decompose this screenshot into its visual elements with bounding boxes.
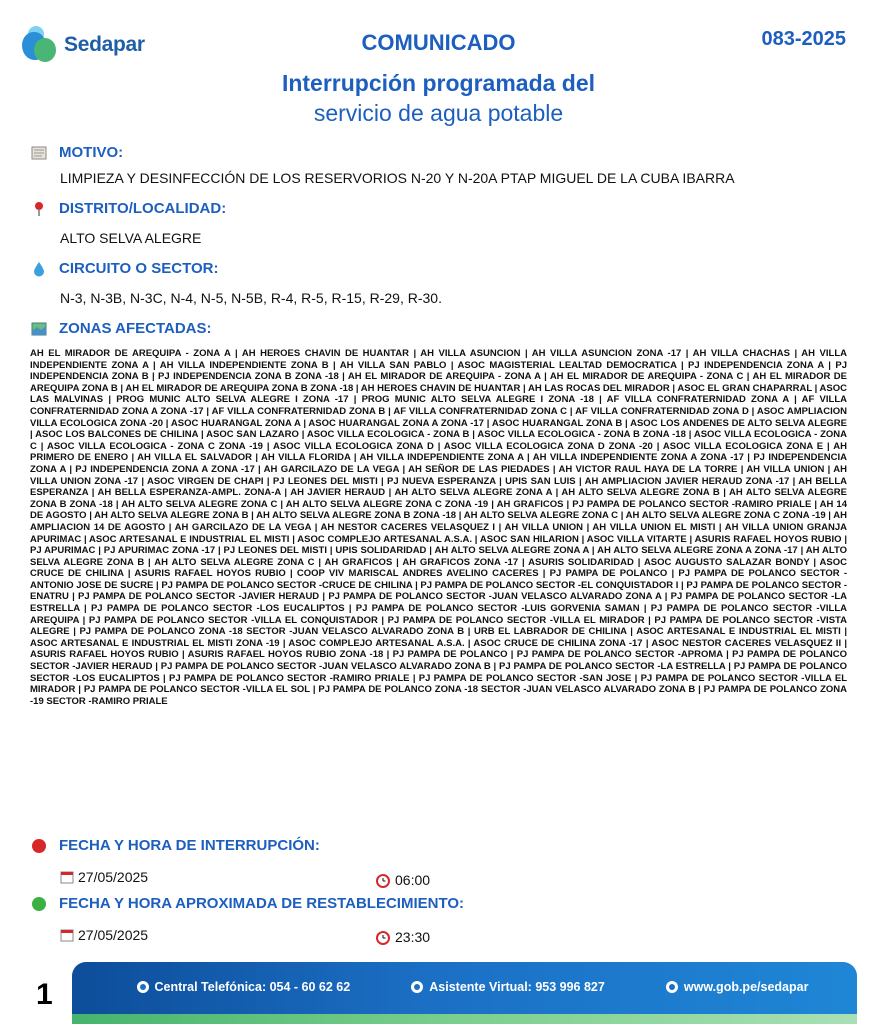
page-title: Interrupción programada del xyxy=(281,70,596,96)
restablecimiento-time: 23:30 xyxy=(395,929,431,945)
restablecimiento-date: 27/05/2025 xyxy=(78,927,149,943)
footer-phone xyxy=(137,980,351,994)
phone-icon xyxy=(137,981,149,993)
footer-assistant-text: Asistente Virtual: 953 996 827 xyxy=(429,980,605,994)
red-status-dot-icon xyxy=(30,838,48,854)
globe-icon xyxy=(666,981,678,993)
restablecimiento-time-row xyxy=(375,929,430,945)
document-number: 083-2025 xyxy=(761,28,846,50)
comunicado-label: COMUNICADO xyxy=(361,30,516,55)
location-pin-icon xyxy=(30,201,48,217)
water-drop-icon xyxy=(30,261,48,277)
zonas-list: AH EL MIRADOR DE AREQUIPA - ZONA A | AH HEROES CHAVIN DE HUANTAR | AH VILLA ASUNCION | AH VILLA ASUNCION ZONA -17 | AH VILLA CHACHAS | AH VILLA INDEPENDIENTE ZONA A | AH VILLA INDEPENDIENTE ZONA B | AH VILLA SAN PABLO | ASOC MAGISTERIAL LEALTAD DEMOCRATICA | PJ INDEPENDENCIA ZONA A | PJ INDEPENDENCIA ZONA B | PJ INDEPENDENCIA ZONA B ZONA -18 | AH EL MIRADOR DE AREQUIPA - ZONA A | AH EL MIRADOR DE AREQUIPA - ZONA C | AH EL MIRADOR DE AREQUIPA ZONA B | AH EL MIRADOR DE AREQUIPA ZONA B ZONA -18 | AH HEROES CHAVIN DE HUANTAR | AH LAS ROCAS DEL MIRADOR | ASOC EL GRAN CHAPARRAL | ASOC LAS MALVINAS | PROG MUNIC ALTO SELVA ALEGRE I ZONA -17 | PROG MUNIC ALTO SELVA ALEGRE I ZONA -18 | AF VILLA CONFRATERNIDAD ZONA A | AF VILLA CONFRATERNIDAD ZONA A ZONA -17 | AF VILLA CONFRATERNIDAD ZONA B | AF VILLA CONFRATERNIDAD ZONA C | AF VILLA CONFRATERNIDAD ZONA D | ASOC AMPLIACION VILLA ECOLOGICA ZONA -20 | ASOC HUARANGAL ZONA A | ASOC HUARANGAL ZONA A ZONA -17 | ASOC HUARANGAL ZONA B | ASOC LOS ANDENES DE ALTO SELVA ALEGRE | ASOC LOS BALCONES DE CHILINA | ASOC SAN LAZARO | ASOC VILLA ECOLOGICA - ZONA B | ASOC VILLA ECOLOGICA - ZONA B ZONA -18 | ASOC VILLA ECOLOGICA - ZONA C | ASOC VILLA ECOLOGICA - ZONA C ZONA -19 | ASOC VILLA ECOLOGICA ZONA D | ASOC VILLA ECOLOGICA ZONA D ZONA -20 | ASOC VILLA ECOLOGICA ZONA E | AH PRIMERO DE ENERO | AH VILLA EL SALVADOR | AH VILLA FLORIDA | AH VILLA INDEPENDIENTE ZONA A | AH VILLA INDEPENDIENTE ZONA A ZONA -17 | PJ INDEPENDENCIA ZONA A | PJ INDEPENDENCIA ZONA A ZONA -17 | AH GARCILAZO DE LA VEGA | AH SEÑOR DE LAS PIEDADES | AH VICTOR RAUL HAYA DE LA TORRE | AH VILLA UNION | AH VILLA UNION ZONA -17 | ASOC VIRGEN DE CHAPI | PJ LEONES DEL MISTI | PJ NUEVA ESPERANZA | UPIS SAN LUIS | AH AMPLIACION JAVIER HERAUD ZONA -17 | AH BELLA ESPERANZA | AH BELLA ESPERANZA-AMPL. ZONA-A | AH JAVIER HERAUD | AH ALTO SELVA ALEGRE ZONA A | AH ALTO SELVA ALEGRE ZONA B | AH ALTO SELVA ALEGRE ZONA B ZONA -18 | AH ALTO SELVA ALEGRE ZONA C | AH ALTO SELVA ALEGRE ZONA C ZONA -19 | AH GRAFICOS | PJ PAMPA DE POLANCO SECTOR -RAMIRO PRIALE | AH 14 DE AGOSTO | AH ALTO SELVA ALEGRE ZONA B | AH ALTO SELVA ALEGRE ZONA B ZONA -18 | AH ALTO SELVA ALEGRE ZONA C | AH ALTO SELVA ALEGRE ZONA C ZONA -19 | AH AMPLIACION 14 DE AGOSTO | AH GARCILAZO DE LA VEGA | AH NESTOR CACERES VELASQUEZ I | AH VILLA UNION | AH VILLA UNION EL MISTI | AH VILLA UNION GRANJA APURIMAC | ASOC ARTESANAL E INDUSTRIAL EL MISTI | ASOC COMPLEJO ARTESANAL A.S.A. | ASOC SAN HILARION | ASOC VILLA VITARTE | ASURIS RAFAEL HOYOS RUBIO | PJ APURIMAC | PJ APURIMAC ZONA -17 | PJ LEONES DEL MISTI | UPIS SOLIDARIDAD | AH ALTO SELVA ALEGRE ZONA A | AH ALTO SELVA ALEGRE ZONA A ZONA -17 | AH ALTO SELVA ALEGRE ZONA B | AH ALTO SELVA ALEGRE ZONA C | AH GRAFICOS | AH GRAFICOS ZONA -17 | ASURIS SOLIDARIDAD | ASOC AUGUSTO SALAZAR BONDY | ASOC CRUCE DE CHILINA | ASURIS RAFAEL HOYOS RUBIO | COOP VIV MARISCAL ANDRES AVELINO CACERES | PJ PAMPA DE POLANCO | PJ PAMPA DE POLANCO SECTOR -ANTONIO JOSE DE SUCRE | PJ PAMPA DE POLANCO SECTOR -CRUCE DE CHILINA | PJ PAMPA DE POLANCO SECTOR -EL CONQUISTADOR I | PJ PAMPA DE POLANCO SECTOR -ENATRU | PJ PAMPA DE POLANCO SECTOR -JAVIER HERAUD | PJ PAMPA DE POLANCO SECTOR -JUAN VELASCO ALVARADO ZONA A | PJ PAMPA DE POLANCO SECTOR -LA ESTRELLA | PJ PAMPA DE POLANCO SECTOR -LOS EUCALIPTOS | PJ PAMPA DE POLANCO SECTOR -LUIS GORVENIA SAMAN | PJ PAMPA DE POLANCO SECTOR -VILLA AREQUIPA | PJ PAMPA DE POLANCO SECTOR -VILLA EL CONQUISTADOR | PJ PAMPA DE POLANCO SECTOR -VILLA EL MIRADOR | PJ PAMPA DE POLANCO SECTOR -VISTA ALEGRE | PJ PAMPA DE POLANCO ZONA -18 SECTOR -JUAN VELASCO ALVARADO ZONA B | URB EL LABRADOR DE CHILINA | ASOC ARTESANAL E INDUSTRIAL EL MISTI | ASOC ARTESANAL E INDUSTRIAL EL MISTI ZONA -19 | ASOC COMPLEJO ARTESANAL A.S.A. | ASOC CRUCE DE CHILINA ZONA -17 | ASOC NESTOR CACERES VELASQUEZ II | ASURIS RAFAEL HOYOS RUBIO | ASURIS RAFAEL HOYOS RUBIO ZONA -18 | PJ PAMPA DE POLANCO | PJ PAMPA DE POLANCO SECTOR -APROMA | PJ PAMPA DE POLANCO SECTOR -JAVIER HERAUD | PJ PAMPA DE POLANCO SECTOR -JUAN VELASCO ALVARADO ZONA B | PJ PAMPA DE POLANCO SECTOR -LA ESTRELLA | PJ PAMPA DE POLANCO SECTOR -LOS EUCALIPTOS | PJ PAMPA DE POLANCO SECTOR -RAMIRO PRIALE | PJ PAMPA DE POLANCO SECTOR -SAN JOSE | PJ PAMPA DE POLANCO SECTOR -VILLA EL MIRADOR | PJ PAMPA DE POLANCO SECTOR -VILLA EL SOL | PJ PAMPA DE POLANCO ZONA -18 SECTOR -JUAN VELASCO ALVARADO ZONA B | PJ PAMPA DE POLANCO ZONA -19 SECTOR -RAMIRO PRIALE xyxy=(30,348,847,707)
interrupcion-date-row xyxy=(60,869,148,885)
map-icon xyxy=(30,321,48,337)
notepad-icon xyxy=(30,145,48,161)
motivo-heading xyxy=(30,144,123,161)
logo-text: Sedapar xyxy=(64,33,145,56)
circuito-value: N-3, N-3B, N-3C, N-4, N-5, N-5B, R-4, R-5, R-15, R-29, R-30. xyxy=(60,290,442,306)
footer-assistant xyxy=(411,980,605,994)
alarm-clock-icon xyxy=(375,929,391,945)
interrupcion-date: 27/05/2025 xyxy=(78,869,149,885)
restablecimiento-heading xyxy=(30,895,464,912)
restablecimiento-date-row xyxy=(60,927,148,943)
distrito-value: ALTO SELVA ALEGRE xyxy=(60,230,202,246)
footer-green-stripe xyxy=(72,1014,857,1024)
page-number: 1 xyxy=(36,978,53,1011)
footer-website-text: www.gob.pe/sedapar xyxy=(683,980,809,994)
footer-phone-text: Central Telefónica: 054 - 60 62 62 xyxy=(154,980,351,994)
calendar-icon xyxy=(60,870,74,884)
interrupcion-heading xyxy=(30,837,320,854)
motivo-label: MOTIVO: xyxy=(59,144,124,161)
page-subtitle: servicio de agua potable xyxy=(313,100,564,126)
distrito-heading xyxy=(30,200,226,217)
alarm-clock-icon xyxy=(375,872,391,888)
distrito-label: DISTRITO/LOCALIDAD: xyxy=(59,200,227,217)
footer-website-link[interactable] xyxy=(666,980,809,994)
interrupcion-label: FECHA Y HORA DE INTERRUPCIÓN: xyxy=(59,837,320,854)
footer-bar xyxy=(72,962,857,1024)
interrupcion-time-row xyxy=(375,872,430,888)
circuito-label: CIRCUITO O SECTOR: xyxy=(59,260,219,277)
zonas-label: ZONAS AFECTADAS: xyxy=(59,320,212,337)
green-status-dot-icon xyxy=(30,896,48,912)
restablecimiento-label: FECHA Y HORA APROXIMADA DE RESTABLECIMIENTO: xyxy=(59,895,465,912)
whatsapp-icon xyxy=(411,981,423,993)
motivo-value: LIMPIEZA Y DESINFECCIÓN DE LOS RESERVORIOS N-20 Y N-20A PTAP MIGUEL DE LA CUBA IBARRA xyxy=(60,170,735,186)
circuito-heading xyxy=(30,260,218,277)
calendar-icon xyxy=(60,928,74,942)
zonas-heading xyxy=(30,320,212,337)
interrupcion-time: 06:00 xyxy=(395,872,431,888)
